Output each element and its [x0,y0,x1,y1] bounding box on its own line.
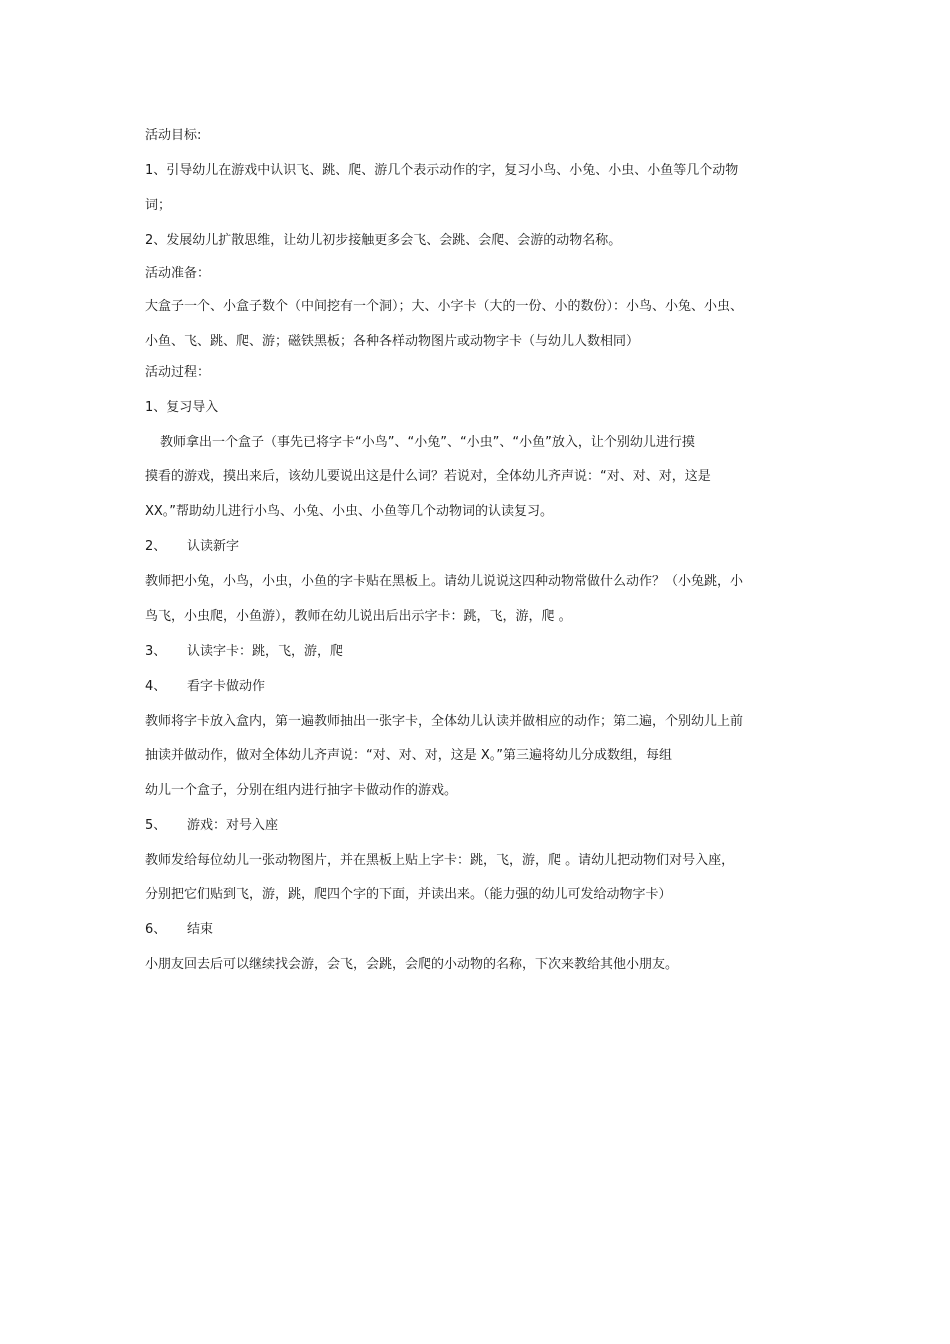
step-1-text-cont: 摸看的游戏，摸出来后，该幼儿要说出这是什么词？若说对，全体幼儿齐声说：“对、对、对，这是 [145,469,711,484]
step-2-number: 2、 [145,539,167,554]
heading-process: 活动过程： [145,365,211,380]
heading-preparation: 活动准备： [145,266,211,281]
step-4-text-cont: 抽读并做动作，做对全体幼儿齐声说：“对、对、对，这是 X。”第三遍将幼儿分成数组，每组 [145,748,673,763]
step-4-text: 教师将字卡放入盒内，第一遍教师抽出一张字卡，全体幼儿认读并做相应的动作；第二遍，个别幼儿上前 [145,714,744,729]
step-1-title: 1、复习导入 [145,400,219,415]
step-6-number: 6、 [145,922,167,937]
step-5-label: 游戏：对号入座 [187,818,279,833]
goal-item-1-cont: 词； [145,198,172,213]
step-2-text: 教师把小兔，小鸟，小虫，小鱼的字卡贴在黑板上。请幼儿说说这四种动物常做什么动作？（小兔跳，小 [145,574,744,589]
step-1-text: 教师拿出一个盒子（事先已将字卡“小鸟”、“小兔”、“小虫”、“小鱼”放入，让个别幼儿进行摸 [160,435,695,450]
step-4-number: 4、 [145,679,167,694]
step-2-title [145,538,239,556]
step-6-title [145,921,213,939]
step-5-number: 5、 [145,818,167,833]
step-2-label: 认读新字 [187,539,240,554]
step-5-text-cont: 分别把它们贴到飞，游，跳，爬四个字的下面，并读出来。（能力强的幼儿可发给动物字卡） [145,887,672,902]
preparation-text-cont: 小鱼、飞、跳、爬、游；磁铁黑板；各种各样动物图片或动物字卡（与幼儿人数相同） [145,334,640,349]
heading-goals: 活动目标: [145,128,202,143]
step-1-text-end: XX。”帮助幼儿进行小鸟、小兔、小虫、小鱼等几个动物词的认读复习。 [145,504,554,519]
closing-text: 小朋友回去后可以继续找会游，会飞，会跳，会爬的小动物的名称，下次来教给其他小朋友。 [145,957,679,972]
step-2-text-cont: 鸟飞，小虫爬，小鱼游），教师在幼儿说出后出示字卡：跳，飞，游，爬 。 [145,609,572,624]
preparation-text: 大盒子一个、小盒子数个（中间挖有一个洞）；大、小字卡（大的一份、小的数份）：小鸟、小兔、小虫、 [145,299,744,314]
step-3-title [145,643,343,661]
step-6-label: 结束 [187,922,214,937]
step-3-label: 认读字卡：跳，飞，游，爬 [187,644,344,659]
step-4-text-end: 幼儿一个盒子，分别在组内进行抽字卡做动作的游戏。 [145,783,458,798]
goal-item-1: 1、引导幼儿在游戏中认识飞、跳、爬、游几个表示动作的字，复习小鸟、小兔、小虫、小鱼等几个动物 [145,163,739,178]
step-3-number: 3、 [145,644,167,659]
step-4-title [145,678,265,696]
step-5-text: 教师发给每位幼儿一张动物图片，并在黑板上贴上字卡：跳，飞，游，爬 。请幼儿把动物们对号入座， [145,853,735,868]
step-5-title [145,817,278,835]
step-4-label: 看字卡做动作 [187,679,266,694]
goal-item-2: 2、发展幼儿扩散思维，让幼儿初步接触更多会飞、会跳、会爬、会游的动物名称。 [145,233,622,248]
